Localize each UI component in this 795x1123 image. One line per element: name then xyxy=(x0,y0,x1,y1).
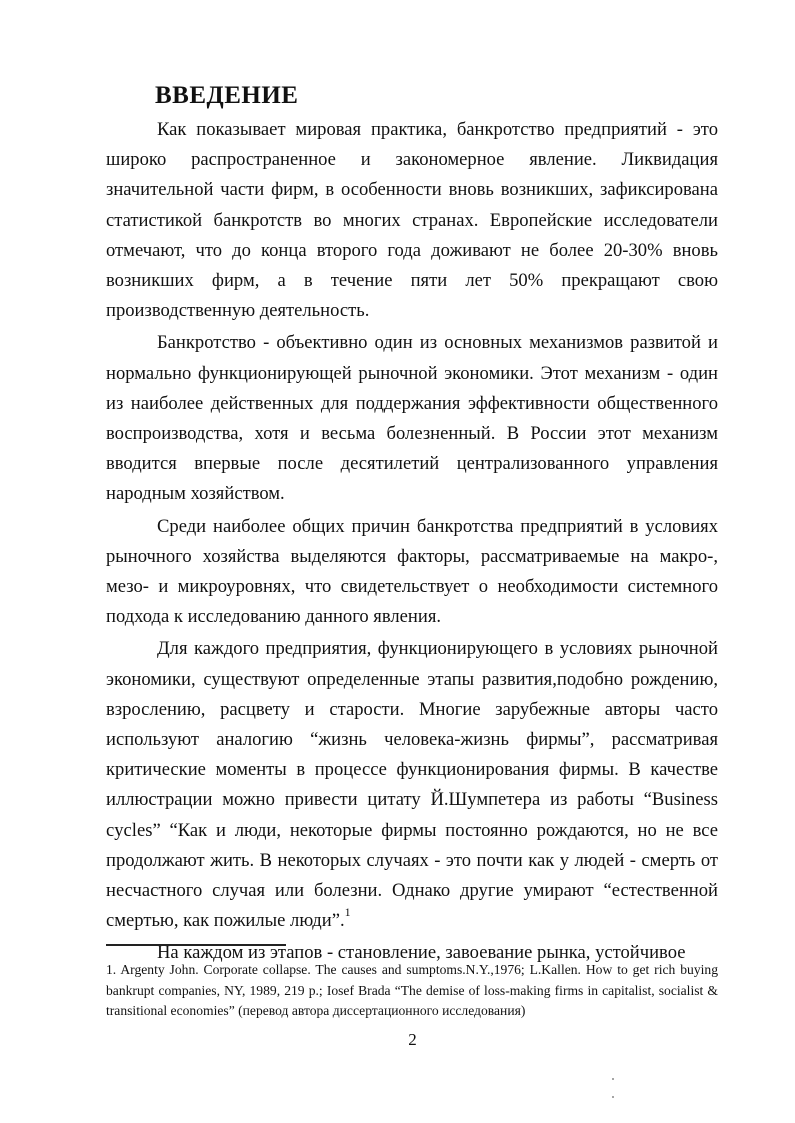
paragraph-4 xyxy=(106,634,718,936)
paragraph-3: Среди наиболее общих причин банкротства предприятий в условиях рыночного хозяйства выделяются факторы, рассматриваемые на макро-, мезо- и микроуровнях, что свидетельствует о необходимости системного подхода к исследованию данного явления. xyxy=(106,515,718,628)
paragraph-5: На каждом из этапов - становление, завоевание рынка, устойчивое xyxy=(157,942,686,964)
footnote-divider xyxy=(106,944,286,946)
page-title: ВВЕДЕНИЕ xyxy=(155,82,299,109)
paragraph-1: Как показывает мировая практика, банкротство предприятий - это широко распространенное и закономерное явление. Ликвидация значительной части фирм, в особенности вновь возникших, зафиксирована статистикой банкротств во многих странах. Европейские исследователи отмечают, что до конца второго года доживают не более 20-30% вновь возникших фирм, а в течение пяти лет 50% прекращают свою производственную деятельность. xyxy=(106,119,718,322)
footnote-reference[interactable]: 1 xyxy=(344,905,351,920)
scan-speck xyxy=(612,1078,614,1080)
footnote: 1. Argenty John. Corporate collapse. The causes and sumptoms.N.Y.,1976; L.Kallen. How to get rich buying bankrupt companies, NY, 1989, 219 p.; Iosef Brada “The demise of loss-making firms in capitalist, socialist & transitional economies” (перевод автора диссертационного исследования) xyxy=(106,962,718,1018)
paragraph-2: Банкротство - объективно один из основных механизмов развитой и нормально функционирующей рыночной экономики. Этот механизм - один из наиболее действенных для поддержания эффективности общественного воспроизводства, хотя и весьма болезненный. В России этот механизм вводится впервые после десятилетий централизованного управления народным хозяйством. xyxy=(106,332,718,505)
paragraph-4-text: Для каждого предприятия, функционирующего в условиях рыночной экономики, существуют определенные этапы развития,подобно рождению, взрослению, расцвету и старости. Многие зарубежные авторы часто используют аналогию “жизнь человека-жизнь фирмы”, рассматривая критические моменты в процессе функционирования фирмы. В качестве иллюстрации можно привести цитату Й.Шумпетера из работы “Business cycles” “Как и люди, некоторые фирмы постоянно рождаются, но не все продолжают жить. В некоторых случаях - это почти как у людей - смерть от несчастного случая или болезни. Однако другие умирают “естественной смертью, как пожилые люди”. xyxy=(106,638,718,932)
body-text xyxy=(106,115,718,971)
scan-speck xyxy=(612,1096,614,1098)
page-number: 2 xyxy=(408,1030,417,1049)
